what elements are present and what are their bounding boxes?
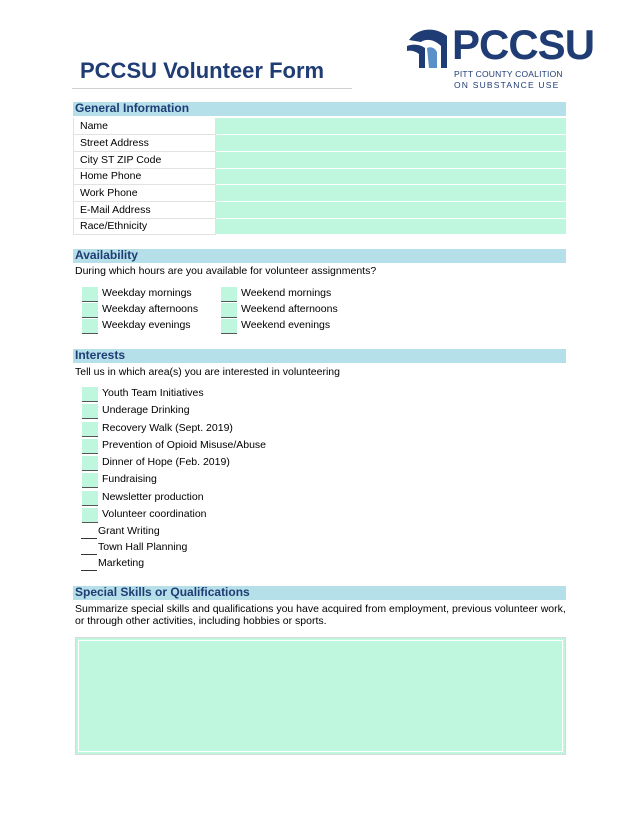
option-label: Fundraising — [102, 473, 157, 485]
field-label-email: E-Mail Address — [74, 201, 216, 218]
checkbox[interactable] — [221, 287, 237, 302]
section-special-skills — [73, 586, 566, 600]
checkbox[interactable] — [82, 508, 98, 523]
section-heading: Interests — [75, 348, 126, 362]
table-row — [74, 118, 567, 135]
field-label-street: Street Address — [74, 135, 216, 152]
field-label-home-phone: Home Phone — [74, 168, 216, 185]
skills-description-line1: Summarize special skills and qualifications you have acquired from employment, previous volunteer work, — [75, 603, 566, 615]
checkbox[interactable] — [82, 387, 98, 402]
interests-description: Tell us in which area(s) you are interested in volunteering — [75, 366, 340, 378]
availability-description: During which hours are you available for volunteer assignments? — [75, 265, 377, 277]
section-interests — [73, 349, 566, 363]
checkbox[interactable] — [82, 473, 98, 488]
field-label-work-phone: Work Phone — [74, 185, 216, 202]
checkbox[interactable] — [82, 319, 98, 334]
option-label: Weekend mornings — [241, 287, 332, 299]
work-phone-field[interactable] — [216, 185, 567, 202]
logo-wordmark: PCCSU — [452, 21, 595, 68]
checkbox[interactable] — [82, 404, 98, 419]
email-field[interactable] — [216, 201, 567, 218]
skills-textarea[interactable] — [75, 637, 566, 755]
name-field[interactable] — [216, 118, 567, 135]
checkbox[interactable] — [82, 303, 98, 318]
option-label: Weekday mornings — [102, 287, 192, 299]
option-label: Weekday afternoons — [102, 303, 199, 315]
option-label: Underage Drinking — [102, 404, 190, 416]
section-general-information — [73, 102, 566, 116]
table-row — [74, 151, 567, 168]
table-row — [74, 135, 567, 152]
race-ethnicity-field[interactable] — [216, 218, 567, 235]
field-label-name: Name — [74, 118, 216, 135]
table-row — [74, 168, 567, 185]
checkbox-line[interactable] — [81, 570, 97, 571]
logo-subtitle-1: PITT COUNTY COALITION — [454, 69, 563, 79]
section-heading: General Information — [75, 101, 190, 115]
option-label: Weekend evenings — [241, 319, 331, 331]
option-label: Marketing — [98, 557, 145, 569]
option-label: Youth Team Initiatives — [102, 387, 204, 399]
logo-subtitle-2: ON SUBSTANCE USE — [454, 80, 560, 90]
title-divider — [72, 88, 352, 89]
checkbox-line[interactable] — [81, 554, 97, 555]
section-heading: Availability — [75, 248, 138, 262]
checkbox[interactable] — [82, 456, 98, 471]
table-row — [74, 218, 567, 235]
checkbox[interactable] — [82, 287, 98, 302]
pccsu-logo — [405, 21, 595, 92]
home-phone-field[interactable] — [216, 168, 567, 185]
option-label: Recovery Walk (Sept. 2019) — [102, 422, 233, 434]
checkbox[interactable] — [221, 319, 237, 334]
section-heading: Special Skills or Qualifications — [75, 585, 250, 599]
checkbox-line[interactable] — [81, 538, 97, 539]
option-label: Weekend afternoons — [241, 303, 338, 315]
option-label: Dinner of Hope (Feb. 2019) — [102, 456, 230, 468]
option-label: Grant Writing — [98, 525, 160, 537]
option-label: Town Hall Planning — [98, 541, 188, 553]
page-title: PCCSU Volunteer Form — [80, 58, 325, 83]
general-info-table — [73, 118, 566, 235]
table-row — [74, 185, 567, 202]
street-address-field[interactable] — [216, 135, 567, 152]
field-label-race: Race/Ethnicity — [74, 218, 216, 235]
skills-description-line2: or through other activities, including hobbies or sports. — [75, 615, 327, 627]
option-label: Newsletter production — [102, 491, 204, 503]
checkbox[interactable] — [221, 303, 237, 318]
option-label: Weekday evenings — [102, 319, 191, 331]
city-zip-field[interactable] — [216, 151, 567, 168]
option-label: Prevention of Opioid Misuse/Abuse — [102, 439, 267, 451]
checkbox[interactable] — [82, 439, 98, 454]
table-row — [74, 201, 567, 218]
helmet-logo-icon — [405, 24, 451, 70]
section-availability — [73, 249, 566, 263]
checkbox[interactable] — [82, 422, 98, 437]
skills-textarea-inner — [78, 640, 563, 752]
checkbox[interactable] — [82, 491, 98, 506]
option-label: Volunteer coordination — [102, 508, 207, 520]
field-label-city: City ST ZIP Code — [74, 151, 216, 168]
